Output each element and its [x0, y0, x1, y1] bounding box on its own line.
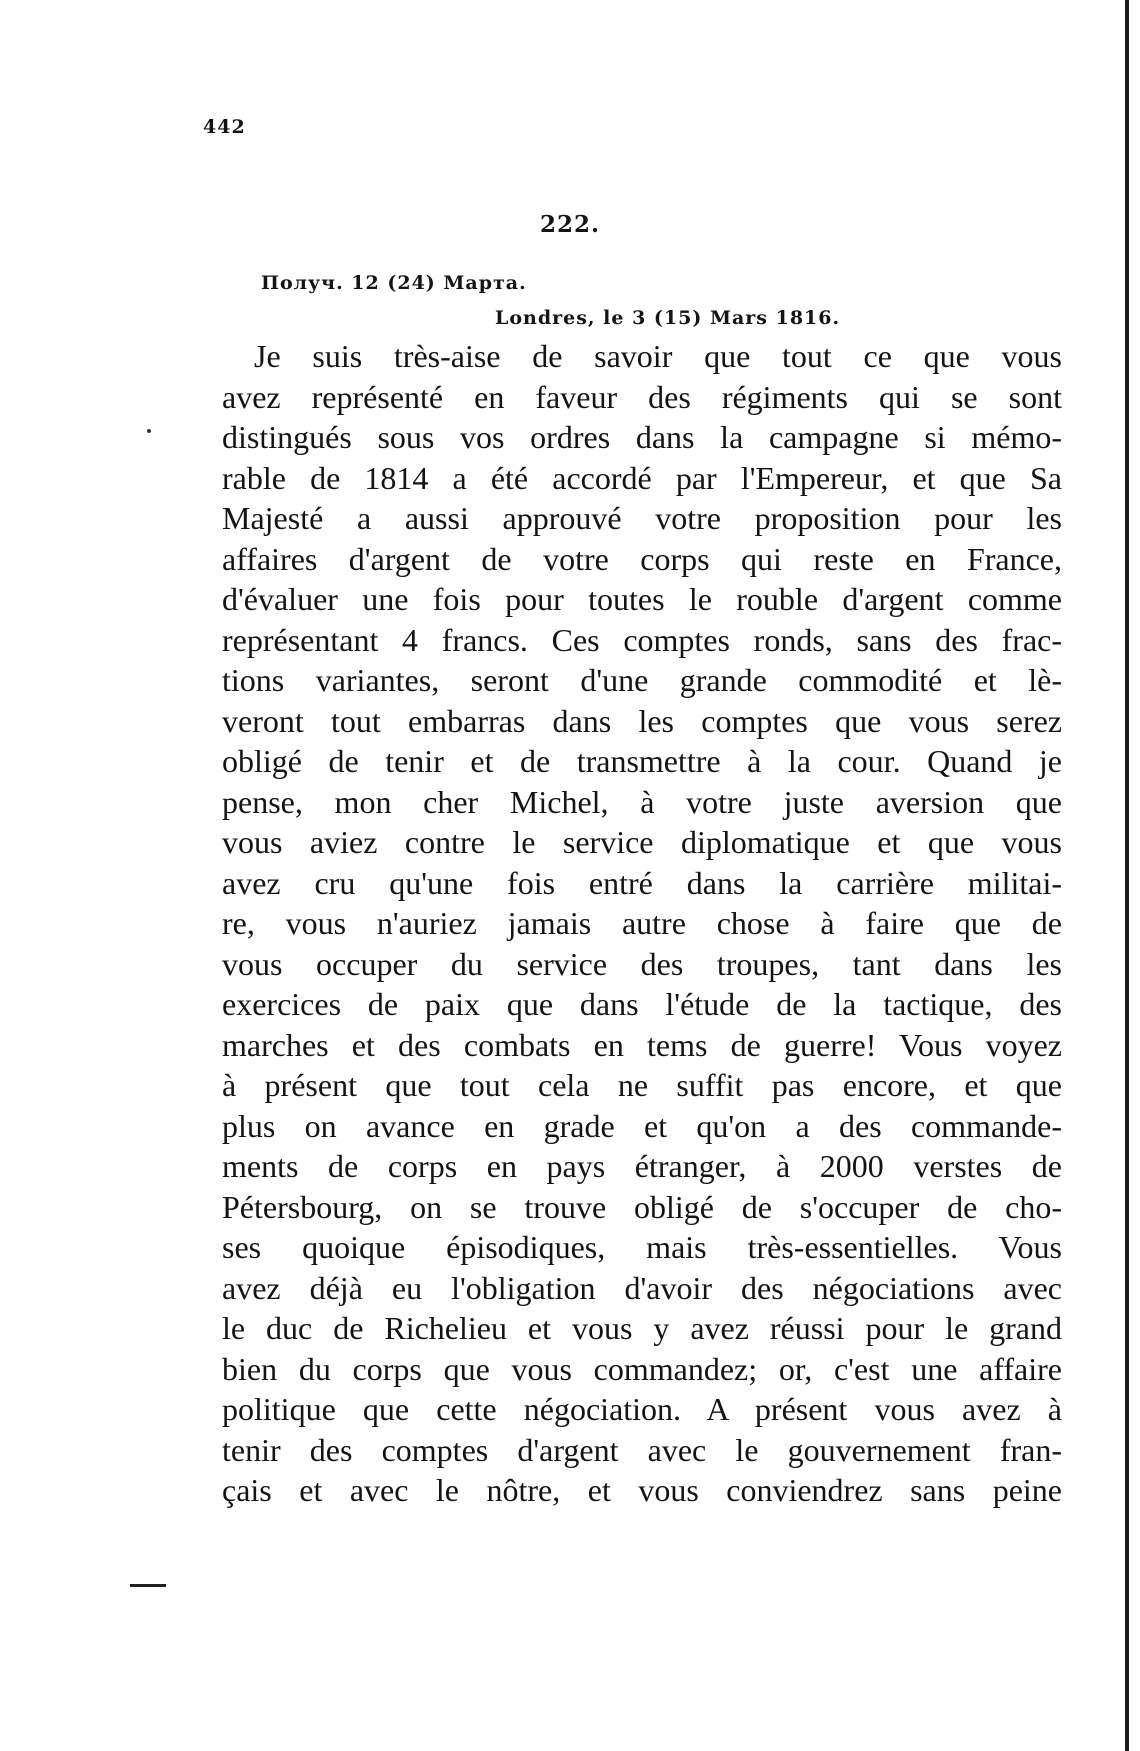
body-line: obligé de tenir et de transmettre à la cour. Quand je	[222, 743, 1062, 779]
body-line: re, vous n'auriez jamais autre chose à faire que de	[222, 905, 1062, 941]
received-note: Получ. 12 (24) Марта.	[261, 272, 527, 294]
body-line: ments de corps en pays étranger, à 2000 verstes de	[222, 1148, 1062, 1184]
body-line: avez déjà eu l'obligation d'avoir des négociations avec	[222, 1269, 1062, 1306]
body-line: politique que cette négociation. A présent vous avez à	[222, 1391, 1062, 1427]
body-line: vous aviez contre le service diplomatique et que vous	[222, 824, 1062, 860]
body-line: Je suis très-aise de savoir que tout ce que vous	[254, 338, 1062, 374]
body-line: veront tout embarras dans les comptes que vous serez	[222, 702, 1062, 739]
body-line: tions variantes, seront d'une grande commodité et lè-	[222, 662, 1062, 698]
body-line: ses quoique épisodiques, mais très-essentielles. Vous	[222, 1229, 1062, 1265]
body-line: tenir des comptes d'argent avec le gouvernement fran-	[222, 1431, 1062, 1468]
body-line: çais et avec le nôtre, et vous conviendrez sans peine	[222, 1472, 1062, 1508]
page-edge-line	[1125, 0, 1129, 1751]
margin-dash	[130, 1584, 166, 1587]
body-line: distingués sous vos ordres dans la campagne si mémo-	[222, 419, 1062, 455]
letter-number: 222.	[540, 211, 601, 238]
body-line: exercices de paix que dans l'étude de la tactique, des	[222, 986, 1062, 1022]
body-line: représentant 4 francs. Ces comptes ronds, sans des frac-	[222, 621, 1062, 658]
body-line: rable de 1814 a été accordé par l'Empereur, et que Sa	[222, 459, 1062, 496]
body-line: à présent que tout cela ne suffit pas encore, et que	[222, 1067, 1062, 1103]
page-number: 442	[203, 116, 246, 138]
body-line: Pétersbourg, on se trouve obligé de s'occuper de cho-	[222, 1188, 1062, 1225]
place-date: Londres, le 3 (15) Mars 1816.	[495, 307, 841, 329]
body-line: le duc de Richelieu et vous y avez réussi pour le grand	[222, 1310, 1062, 1346]
body-line: plus on avance en grade et qu'on a des commande-	[222, 1107, 1062, 1144]
body-line: Majesté a aussi approuvé votre proposition pour les	[222, 500, 1062, 536]
body-line: d'évaluer une fois pour toutes le rouble d'argent comme	[222, 581, 1062, 617]
body-line: avez cru qu'une fois entré dans la carrière militai-	[222, 864, 1062, 901]
body-line: marches et des combats en tems de guerre! Vous voyez	[222, 1026, 1062, 1063]
body-line: pense, mon cher Michel, à votre juste aversion que	[222, 783, 1062, 820]
margin-speck	[147, 429, 151, 433]
body-line: bien du corps que vous commandez; or, c'est une affaire	[222, 1350, 1062, 1387]
body-line: avez représenté en faveur des régiments qui se sont	[222, 378, 1062, 415]
body-line: affaires d'argent de votre corps qui reste en France,	[222, 540, 1062, 577]
body-line: vous occuper du service des troupes, tant dans les	[222, 945, 1062, 982]
letter-body	[222, 336, 1062, 1511]
